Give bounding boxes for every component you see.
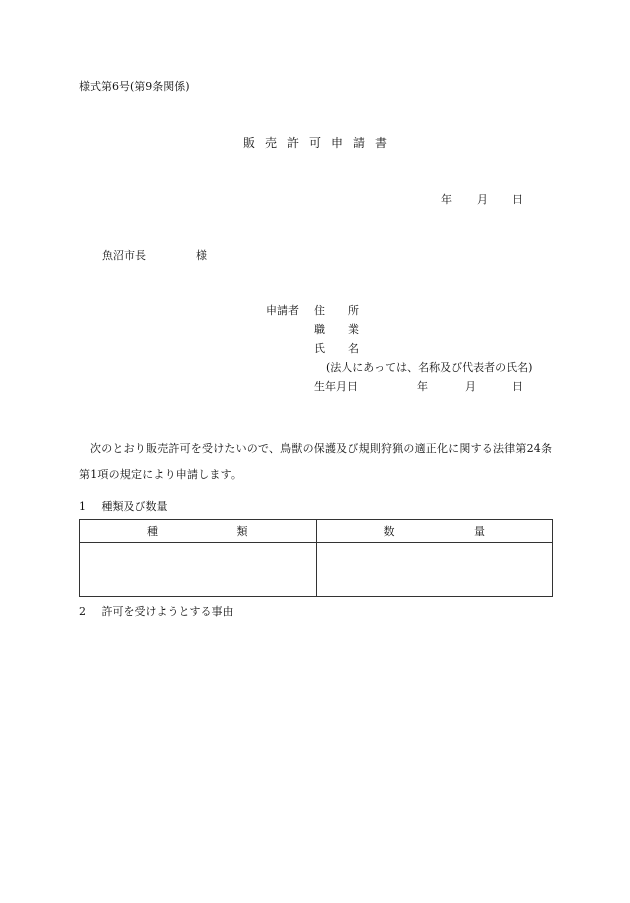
birth-day-label: 日	[512, 380, 523, 393]
name-label-1: 氏	[314, 342, 325, 355]
birth-month-label: 月	[465, 380, 476, 393]
section-2-title: 許可を受けようとする事由	[101, 605, 234, 618]
addressee-name: 魚沼市長	[102, 249, 146, 262]
quantity-cell[interactable]	[316, 543, 553, 597]
form-number: 様式第6号(第9条関係)	[79, 80, 190, 93]
birth-year-label: 年	[417, 380, 428, 393]
section-1-number: 1	[79, 500, 86, 513]
type-cell[interactable]	[80, 543, 317, 597]
application-body-text: 次のとおり販売許可を受けたいので、鳥獣の保護及び規則狩猟の適正化に関する法律第24条第1項の規定により申請します。	[79, 442, 553, 481]
birthdate-label: 生年月日	[314, 380, 358, 393]
date-year-label: 年	[441, 193, 452, 206]
type-quantity-table	[79, 519, 553, 597]
date-day-label: 日	[512, 193, 523, 206]
header-quantity-char-1: 数	[383, 524, 395, 538]
header-type	[80, 520, 317, 543]
address-label-1: 住	[314, 304, 325, 317]
address-label-2: 所	[348, 304, 359, 317]
document-title: 販売許可申請書	[242, 136, 397, 150]
date-month-label: 月	[477, 193, 488, 206]
section-1-title: 種類及び数量	[101, 500, 168, 513]
section-2-number: 2	[79, 605, 86, 618]
corporation-note: (法人にあっては、名称及び代表者の氏名)	[326, 361, 533, 374]
addressee-honorific: 様	[196, 249, 207, 262]
header-quantity-char-2: 量	[474, 524, 485, 538]
header-type-char-1: 種	[147, 524, 158, 538]
occupation-label-2: 業	[348, 323, 359, 336]
occupation-label-1: 職	[314, 323, 325, 336]
section-2-heading	[79, 606, 234, 617]
table-header-row	[80, 520, 553, 543]
header-type-char-2: 類	[236, 524, 248, 538]
table-row	[80, 543, 553, 597]
name-label-2: 名	[348, 342, 359, 355]
applicant-label: 申請者	[266, 304, 299, 317]
header-quantity	[316, 520, 553, 543]
section-1-heading	[79, 501, 168, 512]
